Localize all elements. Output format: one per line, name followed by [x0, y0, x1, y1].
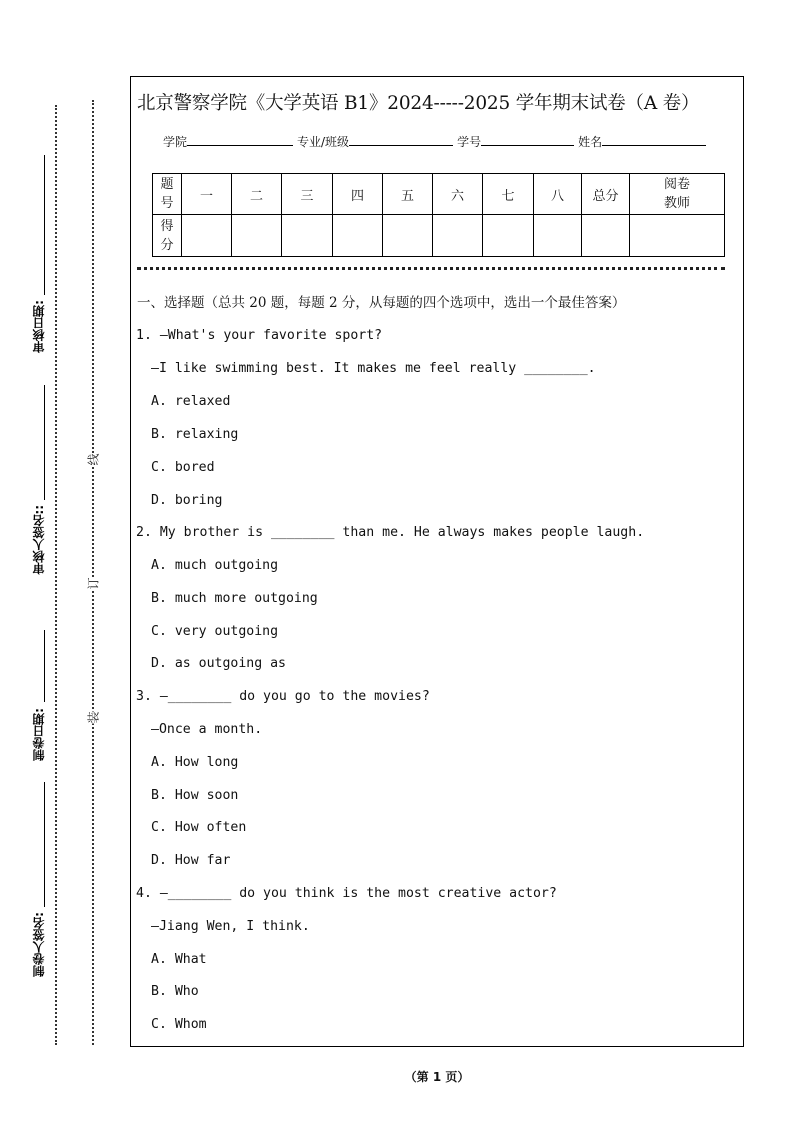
grader-label-1: 阅卷	[663, 177, 690, 192]
score-cell-total[interactable]	[582, 215, 630, 257]
question-4-option-a[interactable]: A. What	[151, 952, 207, 967]
question-2-option-b[interactable]: B. much more outgoing	[151, 591, 318, 606]
score-cell-4[interactable]	[333, 215, 383, 257]
major-label: 专业/班级	[297, 135, 350, 149]
grader-label-2: 教师	[663, 196, 690, 211]
section-divider	[137, 267, 725, 270]
grader-cell[interactable]	[630, 215, 725, 257]
question-3-reply: —Once a month.	[151, 722, 263, 737]
question-no-label	[153, 174, 182, 215]
exam-frame	[130, 76, 744, 1047]
score-label-text-char: 分	[160, 237, 174, 253]
name-field[interactable]	[602, 133, 706, 146]
grader-label	[630, 174, 725, 215]
score-cell-8[interactable]	[534, 215, 582, 257]
col-1: 一	[182, 174, 232, 215]
question-1-option-a[interactable]: A. relaxed	[151, 394, 231, 409]
score-cell-6[interactable]	[433, 215, 483, 257]
question-1-reply: —I like swimming best. It makes me feel really ________.	[151, 361, 596, 376]
name-label: 姓名	[578, 135, 603, 149]
question-2-option-d[interactable]: D. as outgoing as	[151, 656, 286, 671]
cut-bind-mark: 订	[82, 577, 105, 589]
setter-date-line	[44, 630, 45, 702]
score-cell-1[interactable]	[182, 215, 232, 257]
score-label-text-char: 得	[160, 218, 174, 234]
question-2-stem: 2. My brother is ________ than me. He always makes people laugh.	[136, 525, 645, 540]
audit-date-label: 审核日期:	[32, 300, 46, 353]
cut-stitch-mark: 装	[82, 711, 105, 723]
student-no-label: 学号	[457, 135, 482, 149]
question-2-option-c[interactable]: C. very outgoing	[151, 624, 279, 639]
auditor-sign-label: 审核人签名::	[32, 505, 46, 575]
col-7: 七	[483, 174, 534, 215]
setter-sign-line	[44, 782, 45, 907]
setter-date-label: 制卷日期:	[32, 708, 46, 761]
cut-line-mark: 线	[82, 453, 105, 465]
major-field[interactable]	[349, 133, 453, 146]
student-no-field[interactable]	[481, 133, 574, 146]
cut-dotted-rule	[92, 100, 94, 1045]
col-3: 三	[282, 174, 333, 215]
question-3-option-b[interactable]: B. How soon	[151, 788, 239, 803]
col-5: 五	[383, 174, 433, 215]
question-4-option-c[interactable]: C. Whom	[151, 1017, 207, 1032]
col-2: 二	[232, 174, 282, 215]
score-table-score-row	[153, 215, 725, 257]
col-4: 四	[333, 174, 383, 215]
setter-sign-label: 制卷人签名:	[32, 912, 46, 977]
question-3-stem: 3. —________ do you go to the movies?	[136, 689, 430, 704]
auditor-sign-line	[44, 385, 45, 500]
college-field[interactable]	[187, 133, 293, 146]
question-4-reply: —Jiang Wen, I think.	[151, 919, 310, 934]
question-3-option-a[interactable]: A. How long	[151, 755, 239, 770]
question-no-label-text	[153, 175, 181, 213]
question-no-label-text-char: 题	[160, 177, 174, 192]
audit-date-line	[44, 155, 45, 295]
question-4-option-b[interactable]: B. Who	[151, 984, 199, 999]
section-1-heading: 一、选择题（总共 20 题，每题 2 分，从每题的四个选项中，选出一个最佳答案）	[137, 295, 626, 311]
question-no-label-text-char: 号	[160, 196, 174, 211]
student-info-row	[163, 133, 710, 150]
question-3-option-d[interactable]: D. How far	[151, 853, 231, 868]
score-cell-2[interactable]	[232, 215, 282, 257]
question-1-option-b[interactable]: B. relaxing	[151, 427, 239, 442]
score-table-header-row	[153, 174, 725, 215]
question-4-stem: 4. —________ do you think is the most creative actor?	[136, 886, 557, 901]
score-label	[153, 215, 182, 257]
score-cell-5[interactable]	[383, 215, 433, 257]
question-2-option-a[interactable]: A. much outgoing	[151, 558, 279, 573]
col-total: 总分	[582, 174, 630, 215]
col-8: 八	[534, 174, 582, 215]
college-label: 学院	[163, 135, 188, 149]
score-cell-7[interactable]	[483, 215, 534, 257]
question-3-option-c[interactable]: C. How often	[151, 820, 247, 835]
question-1-option-d[interactable]: D. boring	[151, 493, 223, 508]
question-1-stem: 1. —What's your favorite sport?	[136, 328, 383, 343]
score-table	[152, 173, 725, 257]
score-cell-3[interactable]	[282, 215, 333, 257]
question-1-option-c[interactable]: C. bored	[151, 460, 215, 475]
col-6: 六	[433, 174, 483, 215]
score-label-text	[153, 217, 181, 255]
exam-title: 北京警察学院《大学英语 B1》2024-----2025 学年期末试卷（A 卷）	[137, 93, 700, 114]
page-number: （第 1 页）	[404, 1070, 470, 1084]
left-dotted-rule	[55, 105, 57, 1045]
